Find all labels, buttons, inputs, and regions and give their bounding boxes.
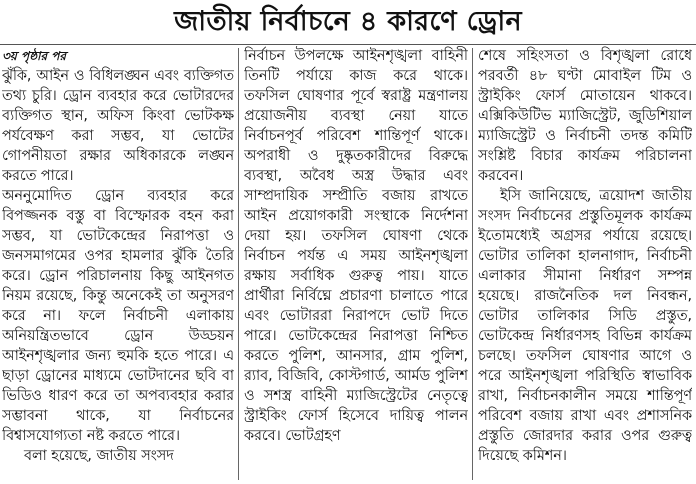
paragraph: ইসি জানিয়েছে, ত্রয়োদশ জাতীয় সংসদ নির্বাচনের প্রস্তুতিমূলক কার্যক্রম ইতোমধ্যেই অগ্রসর পর্যায়ে রয়েছে। ভোটার তালিকা হালনাগাদ, নির্বাচনী এলাকার সীমানা নির্ধারণ সম্পন্ন হয়েছে। রাজনৈতিক দল নিবন্ধন, ভোটার তালিকার সিডি প্রস্তুত, ভোটকেন্দ্র নির্ধারণসহ বিভিন্ন কার্যক্রম চলছে। তফসিল ঘোষণার আগে ও পরে আইনশৃঙ্খলা পরিস্থিতি স্বাভাবিক রাখা, নির্বাচনকালীন সময়ে শান্তিপূর্ণ পরিবেশ বজায় রাখা এবং প্রশাসনিক প্রস্তুতি জোরদার করার ওপর গুরুত্ব দিয়েছে কমিশন। — [478, 188, 692, 464]
paragraph: শেষে সহিংসতা ও বিশৃঙ্খলা রোধে পরবর্তী ৪৮ ঘণ্টা মোবাইল টিম ও স্ট্রাইকিং ফোর্স মোতায়েন থাকবে। এক্সিকিউটিভ ম্যাজিস্ট্রেট, জুডিশিয়াল ম্যাজিস্ট্রেট ও নির্বাচনী তদন্ত কমিটি সংশ্লিষ্ট বিচার কার্যক্রম পরিচালনা করবেন। — [478, 48, 692, 184]
column-divider — [238, 48, 239, 480]
headline-rule — [0, 44, 696, 45]
continued-from-label: ৩য় পৃষ্ঠার পর — [2, 49, 67, 63]
paragraph: ঝুঁকি, আইন ও বিধিলঙ্ঘন এবং ব্যক্তিগত তথ্য চুরি। ড্রোন ব্যবহার করে ভোটারদের ব্যক্তিগত স্থান, অফিস কিংবা ভোটকক্ষ পর্যবেক্ষণ করা সম্ভব, যা ভোটের গোপনীয়তা রক্ষার অধিকারকে লঙ্ঘন করতে পারে। — [2, 68, 234, 184]
article-column-2 — [244, 46, 468, 482]
headline: জাতীয় নির্বাচনে ৪ কারণে ড্রোন — [174, 6, 522, 37]
paragraph: অননুমোদিত ড্রোন ব্যবহার করে বিপজ্জনক বস্তু বা বিস্ফোরক বহন করা সম্ভব, যা ভোটকেন্দ্রের নিরাপত্তা ও জনসমাগমের ওপর হামলার ঝুঁকি তৈরি করে। ড্রোন পরিচালনায় কিছু আইনগত নিয়ম রয়েছে, কিন্তু অনেকেই তা অনুসরণ করে না। ফলে নির্বাচনী এলাকায় অনিয়ন্ত্রিতভাবে ড্রোন উড্ডয়ন আইনশৃঙ্খলার জন্য হুমকি হতে পারে। এ ছাড়া ড্রোনের মাধ্যমে ভোটদানের ছবি বা ভিডিও ধারণ করে তা অপব্যবহার করার সম্ভাবনা থাকে, যা নির্বাচনের বিশ্বাসযোগ্যতা নষ্ট করতে পারে। — [2, 188, 234, 444]
paragraph: বলা হয়েছে, জাতীয় সংসদ — [24, 448, 174, 464]
article-column-3 — [478, 46, 692, 482]
paragraph: নির্বাচন উপলক্ষে আইনশৃঙ্খলা বাহিনী তিনটি পর্যায়ে কাজ করে থাকে। তফসিল ঘোষণার পূর্বে স্বরাষ্ট্র মন্ত্রণালয় প্রয়োজনীয় ব্যবস্থা নেয়া যাতে নির্বাচনপূর্ব পরিবেশ শান্তিপূর্ণ থাকে। অপরাধী ও দুষ্কৃতকারীদের বিরুদ্ধে ব্যবস্থা, অবৈধ অস্ত্র উদ্ধার এবং সাম্প্রদায়িক সম্প্রীতি বজায় রাখতে আইন প্রয়োগকারী সংস্থাকে নির্দেশনা দেয়া হয়। তফসিল ঘোষণা থেকে নির্বাচন পর্যন্ত এ সময় আইনশৃঙ্খলা রক্ষায় সর্বাধিক গুরুত্ব পায়। যাতে প্রার্থীরা নির্বিঘ্নে প্রচারণা চালাতে পারে এবং ভোটাররা নিরাপদে ভোট দিতে পারে। ভোটকেন্দ্রের নিরাপত্তা নিশ্চিত করতে পুলিশ, আনসার, গ্রাম পুলিশ, র‍্যাব, বিজিবি, কোস্টগার্ড, আর্মড পুলিশ ও সশস্ত্র বাহিনী ম্যাজিস্ট্রেটের নেতৃত্বে স্ট্রাইকিং ফোর্স হিসেবে দায়িত্ব পালন করবে। ভোটগ্রহণ — [244, 48, 468, 444]
article-column-1 — [2, 46, 234, 482]
column-divider — [472, 48, 473, 480]
